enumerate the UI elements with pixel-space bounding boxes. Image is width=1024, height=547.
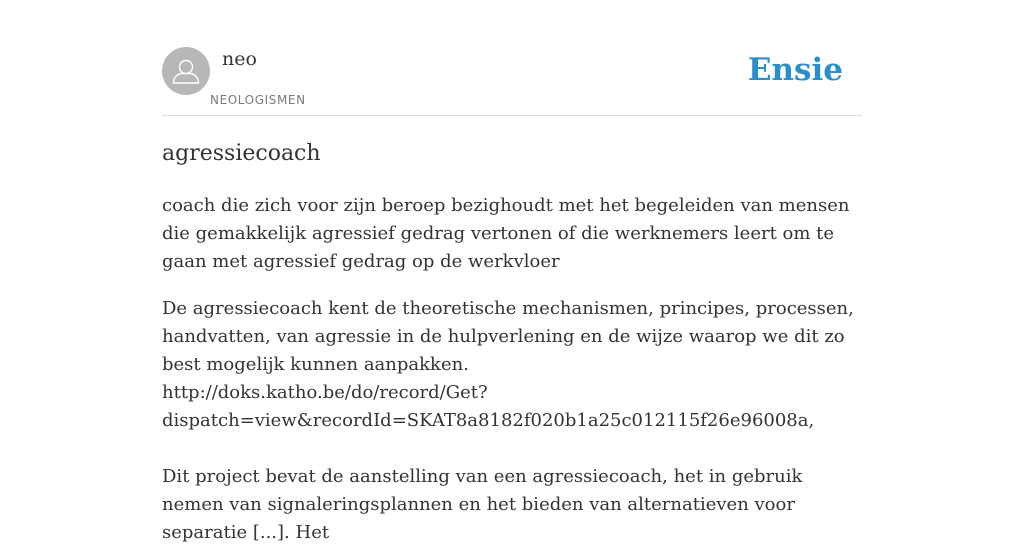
definition-text: coach die zich voor zijn beroep bezighoudt met het begeleiden van mensen die gemakkelijk agressief gedrag vertonen of die werknemers leert om te gaan met agressief gedrag op de werkvloer <box>162 195 850 272</box>
collection-name[interactable]: NEOLOGISMEN <box>210 93 306 107</box>
user-avatar[interactable] <box>162 47 210 95</box>
user-outline-icon <box>162 47 210 95</box>
source-url-line: http://doks.katho.be/do/record/Get? <box>162 382 488 403</box>
source-url-line: dispatch=view&recordId=SKAT8a8182f020b1a25c012115f26e96008a, <box>162 410 815 431</box>
entry-header <box>162 47 862 116</box>
example-text <box>162 295 862 547</box>
ensie-logo[interactable]: Ensie <box>747 52 843 88</box>
paragraph-spacer <box>162 435 862 463</box>
example-paragraph: De agressiecoach kent de theoretische mechanismen, principes, processen, handvatten, van agressie in de hulpverlening en de wijze waarop we dit zo best mogelijk kunnen aanpakken. <box>162 298 854 375</box>
example-paragraph: Dit project bevat de aanstelling van een agressiecoach, het in gebruik nemen van signaleringsplannen en het bieden van alternatieven voor separatie [...]. Het <box>162 466 803 543</box>
user-name[interactable]: neo <box>222 48 257 70</box>
term-title: agressiecoach <box>162 141 321 166</box>
